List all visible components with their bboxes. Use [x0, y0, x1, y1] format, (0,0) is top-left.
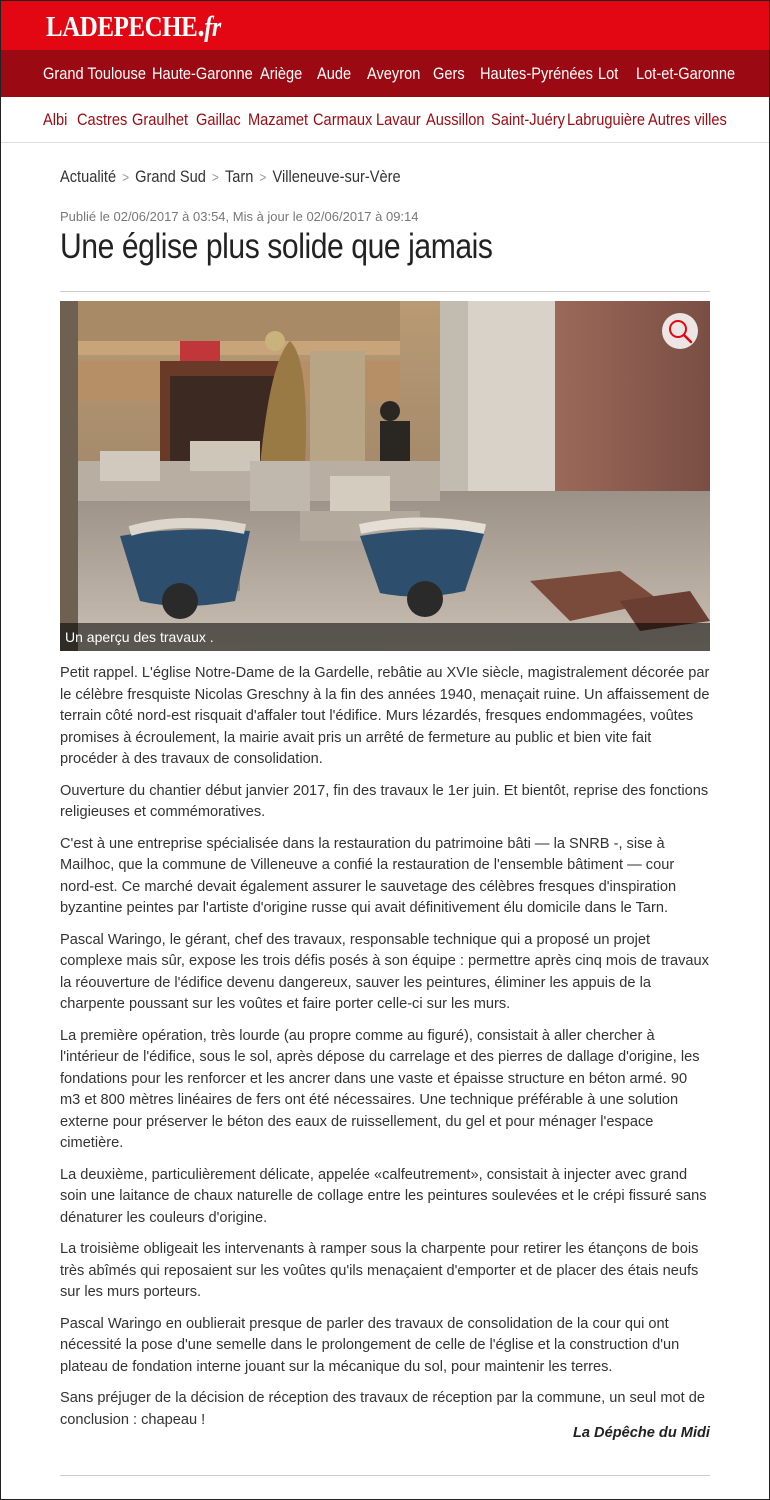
paragraph: Pascal Waringo en oublierait presque de parler des travaux de consolidation de la cour qui ont nécessité la pose d'une semelle dans le prolongement de celle de l'église et la construction d'un plateau de fondation interne jouant sur la mécanique du sol, pour maintenir les terres.	[60, 1315, 680, 1375]
nav-hautes-pyrenees[interactable]: Hautes-Pyrénées	[480, 63, 593, 83]
site-header	[0, 0, 770, 50]
paragraph: La première opération, très lourde (au propre comme au figuré), consistait à aller chercher à l'intérieur de l'édifice, sous le sol, après dépose du carrelage et des pierres de dallage d'origine, les fondations pour les renforcer et les ancrer dans une vaste et épaisse structure en béton armé. 90 m3 et 800 mètres linéaires de fers ont été nécessaires. Une technique préférable à une solution externe pour préserver le béton des eaux de ruissellement, du gel et pour ménager l'espace cimetière.	[60, 1027, 700, 1151]
paragraph: C'est à une entreprise spécialisée dans la restauration du patrimoine bâti — la SNRB -, sise à Mailhoc, que la commune de Villeneuve a confié la restauration de l'ensemble bâtiment — cour nord-est. Ce marché devait également assurer le sauvetage des célèbres fresques d'inspiration byzantine peintes par l'artiste d'origine russe qui avait définitivement élu domicile dans le Tarn.	[60, 835, 677, 916]
chevron-right-icon: >	[211, 169, 219, 185]
primary-nav	[0, 50, 770, 97]
publish-date: Publié le 02/06/2017 à 03:54, Mis à jour le 02/06/2017 à 09:14	[60, 209, 419, 224]
nav-gers[interactable]: Gers	[433, 63, 465, 83]
nav-grand-toulouse[interactable]: Grand Toulouse	[43, 63, 146, 83]
nav-aussillon[interactable]: Aussillon	[426, 109, 485, 129]
logo-dot: .	[197, 7, 205, 44]
nav-castres[interactable]: Castres	[77, 109, 128, 129]
chevron-right-icon: >	[122, 169, 130, 185]
nav-graulhet[interactable]: Graulhet	[132, 109, 189, 129]
breadcrumb-tarn[interactable]: Tarn	[224, 167, 254, 186]
photo-caption: Un aperçu des travaux .	[60, 623, 710, 651]
article-body	[60, 663, 710, 1441]
secondary-nav	[0, 97, 770, 143]
breadcrumb-villeneuve[interactable]: Villeneuve-sur-Vère	[272, 167, 401, 186]
paragraph: La deuxième, particulièrement délicate, appelée «calfeutrement», consistait à injecter avec grand soin une laitance de chaux naturelle de collage entre les peintures soulevées et le crépi fissuré sans dénaturer les couleurs d'origine.	[60, 1166, 707, 1226]
site-logo[interactable]	[46, 9, 221, 45]
nav-carmaux[interactable]: Carmaux	[313, 109, 373, 129]
nav-autres-villes[interactable]: Autres villes	[648, 109, 727, 129]
article-title: Une église plus solide que jamais	[60, 227, 493, 266]
nav-aveyron[interactable]: Aveyron	[367, 63, 421, 83]
paragraph: La troisième obligeait les intervenants à ramper sous la charpente pour retirer les étançons de bois très abîmés qui reposaient sur les voûtes qu'ils menaçaient d'emporter et de placer des étais neufs sur les murs porteurs.	[60, 1241, 699, 1300]
nav-saint-juery[interactable]: Saint-Juéry	[491, 109, 565, 129]
nav-lavaur[interactable]: Lavaur	[376, 109, 421, 129]
divider	[60, 291, 710, 292]
paragraph: Sans préjuger de la décision de réception des travaux de réception par la commune, un seul mot de conclusion : chapeau !	[60, 1390, 705, 1428]
article-photo[interactable]	[60, 301, 710, 651]
nav-ariege[interactable]: Ariège	[260, 63, 303, 83]
nav-lot[interactable]: Lot	[598, 63, 619, 83]
nav-labruguiere[interactable]: Labruguière	[567, 109, 646, 129]
nav-lot-et-garonne[interactable]: Lot-et-Garonne	[636, 63, 736, 83]
chevron-right-icon: >	[259, 169, 267, 185]
breadcrumb	[60, 167, 401, 187]
article-signature: La Dépêche du Midi	[572, 1425, 710, 1441]
breadcrumb-grand-sud[interactable]: Grand Sud	[135, 167, 206, 186]
logo-main: LADEPECHE	[46, 11, 198, 43]
nav-mazamet[interactable]: Mazamet	[248, 109, 309, 129]
paragraph: Petit rappel. L'église Notre-Dame de la Gardelle, rebâtie au XVIe siècle, magistralement décorée par le célèbre fresquiste Nicolas Greschny à la fin des années 1940, menaçait ruine. Un affaissement de terrain côté nord-est risquait d'affaler tout l'édifice. Murs lézardés, fresques endommagées, voûtes promises à écroulement, la mairie avait pris un arrêté de fermeture au public et bien vite fait procéder à des travaux de consolidation.	[60, 665, 710, 767]
nav-haute-garonne[interactable]: Haute-Garonne	[152, 63, 253, 83]
magnifier-icon[interactable]	[662, 313, 698, 349]
logo-tld: fr	[204, 12, 221, 43]
photo-image	[60, 301, 710, 651]
paragraph: Pascal Waringo, le gérant, chef des travaux, responsable technique qui a proposé un projet complexe mais sûr, expose les trois défis posés à son équipe : permettre après cinq mois de travaux la réouverture de l'édifice devenu dangereux, sauver les peintures, éliminer les appuis de la charpente poussant sur les voûtes et faire porter celle-ci sur les murs.	[60, 931, 709, 1012]
nav-albi[interactable]: Albi	[43, 109, 68, 129]
divider	[60, 1475, 710, 1476]
paragraph: Ouverture du chantier début janvier 2017, fin des travaux le 1er juin. Et bientôt, reprise des fonctions religieuses et commémoratives.	[60, 782, 709, 820]
nav-gaillac[interactable]: Gaillac	[196, 109, 241, 129]
nav-aude[interactable]: Aude	[317, 63, 352, 83]
breadcrumb-actualite[interactable]: Actualité	[60, 167, 117, 186]
